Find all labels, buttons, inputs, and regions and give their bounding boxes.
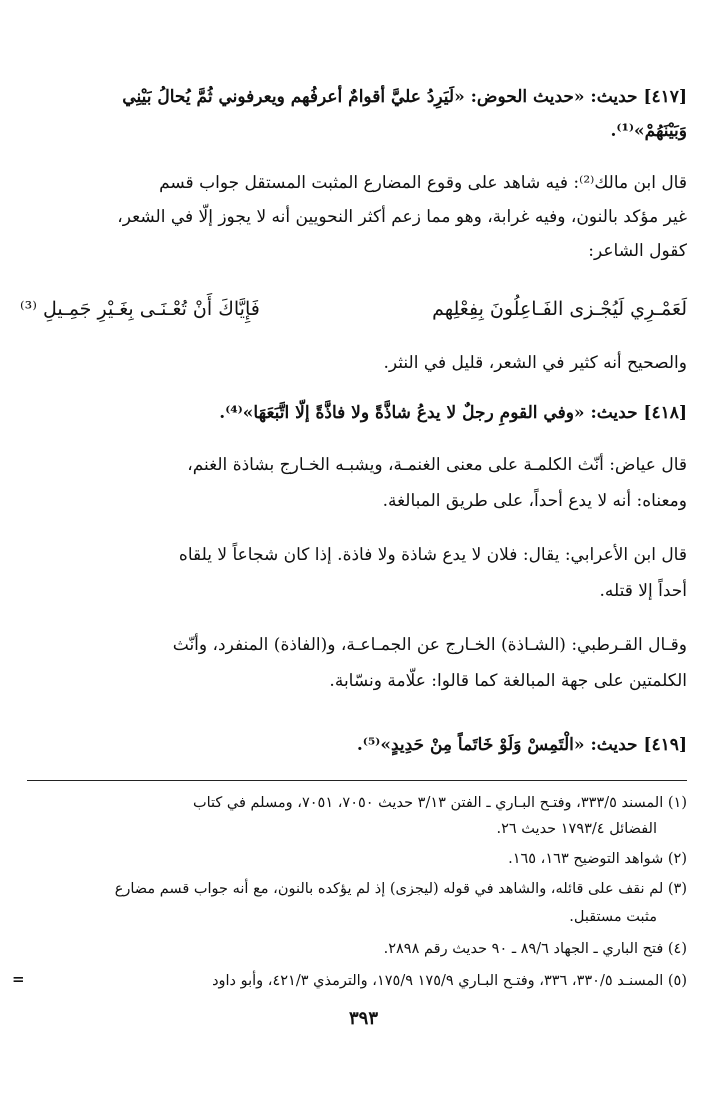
poem-second-hemistich: فَإِيَّاكَ أَنْ تُعْـنَـى بِغَـيْرِ جَمِـيلِ ⁽³⁾	[20, 298, 260, 320]
footnote-2-line-1: (٢) شواهد التوضيح ١٦٣، ١٦٥.	[508, 851, 687, 867]
iyad-line-1: قال عياض: أنّث الكلمـة على معنى الغنمـة، ويشبـه الخـارج بشاذة الغنم،	[187, 455, 687, 475]
hadith-417-line-1: [٤١٧] حديث: «حديث الحوض: «لَيَرِدُ عليَّ أقوامٌ أعرفُهم ويعرفوني ثُمَّ يُحالُ بَيْنِي	[122, 87, 687, 107]
hadith-number: [٤١٧]	[643, 87, 687, 107]
ibn-arabi-line-1: قال ابن الأعرابي: يقال: فلان لا يدع شاذة ولا فاذة. إذا كان شجاعاً لا يلقاه	[178, 545, 687, 565]
page-number: ٣٩٣	[348, 1008, 378, 1029]
iyad-line-2: ومعناه: أنه لا يدع أحداً، على طريق المبالغة.	[382, 491, 687, 511]
correct-opinion-line: والصحيح أنه كثير في الشعر، قليل في النثر.	[383, 353, 687, 373]
hadith-number: [٤١٨]	[643, 403, 687, 423]
ibn-malik-line-2: غير مؤكد بالنون، وفيه غرابة، وهو مما زعم أكثر النحويين أنه لا يجوز إلّا في الشعر،	[117, 207, 687, 227]
ibn-arabi-line-2: أحداً إلا قتله.	[599, 581, 687, 601]
footnote-separator	[27, 780, 687, 781]
qurtubi-line-2: الكلمتين على جهة المبالغة كما قالوا: علّامة ونسّابة.	[329, 671, 687, 691]
footnote-3-line-2: مثبت مستقبل.	[569, 909, 657, 925]
poem-first-hemistich: لَعَمْـرِي لَيُجْـزى الفَـاعِلُونَ بِفِعْلِهم	[432, 298, 687, 320]
footnote-5-line-1: (٥) المسنـد ٣٣٠/٥، ٣٣٦، وفتـح البـاري ١٧٥/٩ ١٧٥/٩، والترمذي ٤٢١/٣، وأبو داود	[212, 973, 687, 989]
qurtubi-line-1: وقـال القـرطبي: (الشـاذة) الخـارج عن الجمـاعـة، و(الفاذة) المنفرد، وأنّث	[172, 635, 687, 655]
hadith-419-line-1: [٤١٩] حديث: «الْتَمِسْ وَلَوْ خَاتَماً مِنْ حَدِيدٍ»⁽⁵⁾.	[356, 735, 687, 755]
footnote-1-line-1: (١) المسند ٣٣٣/٥، وفتـح البـاري ـ الفتن ٣/١٣ حديث ٧٠٥٠، ٧٠٥١، ومسلم في كتاب	[192, 795, 687, 811]
footnote-4-line-1: (٤) فتح الباري ـ الجهاد ٨٩/٦ ـ ٩٠ حديث رقم ٢٨٩٨.	[383, 941, 687, 957]
continuation-mark: =	[12, 970, 25, 988]
hadith-417-line-2: وَبَيْنَهُمْ»⁽¹⁾.	[610, 121, 687, 141]
hadith-number: [٤١٩]	[643, 735, 687, 755]
ibn-malik-line-1: قال ابن مالك⁽²⁾: فيه شاهد على وقوع المضارع المثبت المستقل جواب قسم	[159, 173, 687, 193]
footnote-1-line-2: الفضائل ١٧٩٣/٤ حديث ٢٦.	[496, 821, 657, 837]
footnote-3-line-1: (٣) لم نقف على قائله، والشاهد في قوله (ليجزى) إذ لم يؤكده بالنون، مع أنه جواب قسم مضارع	[114, 881, 687, 897]
hadith-418-line-1: [٤١٨] حديث: «وفي القومِ رجلٌ لا يدعُ شاذَّةً ولا فاذَّةً إلّا اتَّبَعَهَا»⁽⁴⁾.	[219, 403, 687, 423]
ibn-malik-line-3: كقول الشاعر:	[588, 241, 687, 261]
